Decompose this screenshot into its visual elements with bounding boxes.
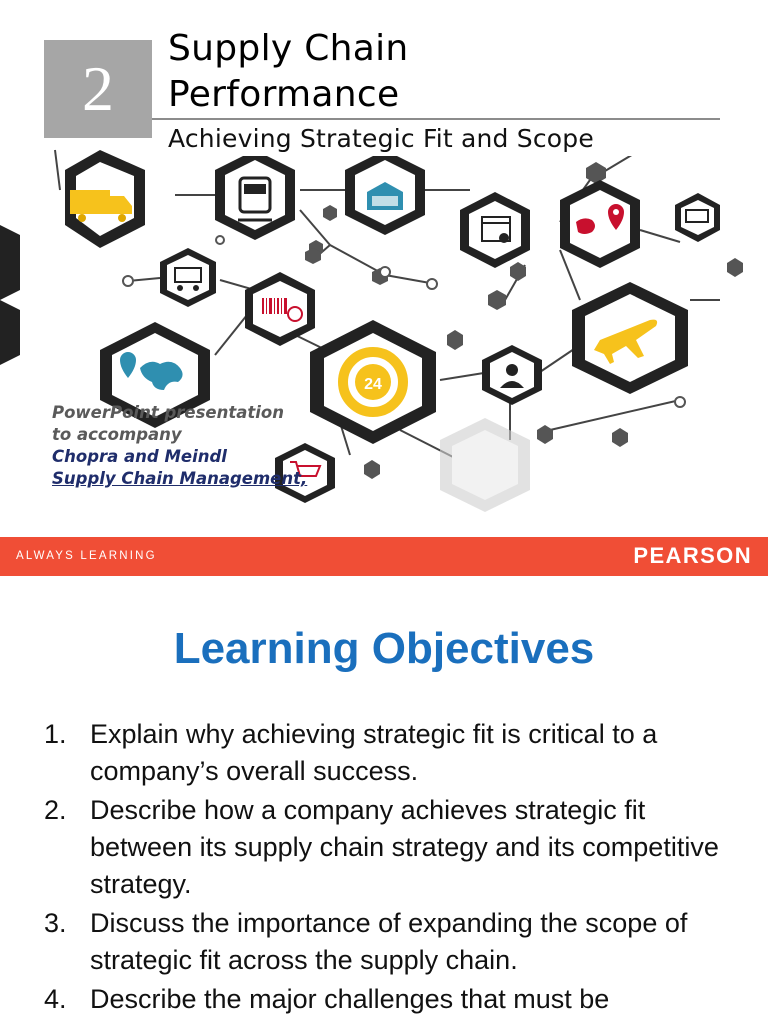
- list-item-number: 2.: [44, 795, 67, 825]
- objectives-list: [44, 716, 734, 1020]
- accompany-line3: Chopra and Meindl: [52, 447, 227, 466]
- list-item-number: 1.: [44, 719, 67, 749]
- train-icon: [215, 150, 295, 240]
- footer-bar: [0, 537, 768, 576]
- accompany-line2: to accompany: [52, 425, 182, 444]
- list-item-text: Describe the major challenges that must be: [90, 984, 610, 1014]
- world-map-pin-icon: [560, 180, 640, 268]
- calendar-icon: [460, 192, 530, 268]
- always-learning-label: ALWAYS LEARNING: [16, 550, 157, 562]
- title-divider: [152, 118, 720, 120]
- cargo-icon: [160, 248, 216, 307]
- list-item-text: Explain why achieving strategic fit is critical to a company’s overall success.: [90, 719, 658, 786]
- list-item-text: Describe how a company achieves strategic fit between its supply chain strategy and its competitive strategy.: [90, 795, 719, 899]
- chapter-number: 2: [44, 40, 152, 138]
- warehouse-icon: [345, 150, 425, 235]
- slide-title-line1: Supply Chain: [168, 28, 409, 69]
- pearson-logo: PEARSON: [633, 543, 752, 568]
- list-item-number: 4.: [44, 984, 67, 1014]
- barcode-icon: [245, 272, 315, 346]
- list-item: [44, 716, 734, 790]
- slide-subtitle: Achieving Strategic Fit and Scope: [168, 124, 594, 153]
- airplane-icon: [572, 282, 688, 394]
- accompany-text: [52, 402, 307, 490]
- list-item: [44, 981, 734, 1018]
- page-title: Learning Objectives: [173, 624, 595, 673]
- list-item-text: Discuss the importance of expanding the scope of strategic fit across the supply chain.: [90, 908, 688, 975]
- title-block: [152, 28, 720, 156]
- clock-24-label: 24: [364, 376, 382, 393]
- list-item-number: 3.: [44, 908, 67, 938]
- truck-icon: [65, 150, 145, 248]
- accompany-line1: PowerPoint presentation: [52, 403, 285, 422]
- objectives-slide: [0, 576, 768, 1024]
- list-item: [44, 792, 734, 903]
- accompany-line4: Supply Chain Management,: [52, 469, 308, 488]
- slide-title-line2: Performance: [168, 74, 400, 115]
- list-item: [44, 905, 734, 979]
- delivery-icon: [675, 193, 720, 242]
- customer-service-icon: [482, 345, 542, 405]
